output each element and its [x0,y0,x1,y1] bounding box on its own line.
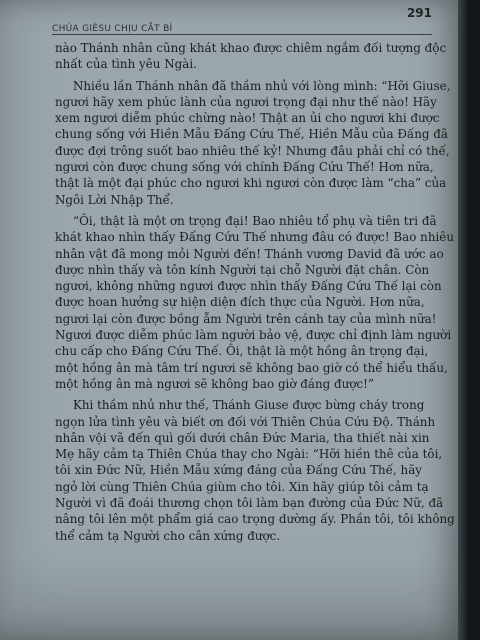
text-line: Ngươi được diễm phúc làm người bảo vệ, được chỉ định làm người [55,328,452,343]
text-line: Nhiều lần Thánh nhân đã thầm nhủ với lòng mình: “Hỡi Giuse, [73,78,451,93]
text-line: chung sống với Hiền Mẫu Đấng Cứu Thế, Hiền Mẫu của Đấng đã [55,127,448,142]
running-head: CHÚA GIÊSU CHỊU CẮT BÌ [52,24,173,34]
text-line: khát khao nhìn thấy Đấng Cứu Thế nhưng đâu có được! Bao nhiêu [55,230,454,245]
text-line: nhất của tình yêu Ngài. [55,57,197,72]
paragraph [55,40,447,73]
text-line: nhân vội vã đến quì gối dưới chân Đức Maria, tha thiết nài xin [55,430,430,445]
text-line: ngươi hãy xem phúc lành của ngươi trọng đại như thế nào! Hãy [55,94,437,109]
text-line: nào Thánh nhân cũng khát khao được chiêm ngắm đối tượng độc [55,41,447,55]
text-line: Khi thầm nhủ như thế, Thánh Giuse được bừng cháy trong [73,398,425,413]
text-line: một hồng ân mà ngươi sẽ không bao giờ đáng được!” [55,376,374,391]
paragraph [55,213,454,392]
paragraph [55,397,455,544]
text-line: tôi xin Đức Nữ, Hiền Mẫu xứng đáng của Đấng Cứu Thế, hãy [55,463,423,478]
text-line: ngươi lại còn được bồng ẵm Người trên cánh tay của mình nữa! [55,311,437,326]
text-line: “Ôi, thật là một ơn trọng đại! Bao nhiêu tổ phụ và tiên tri đã [73,213,437,228]
text-line: nâng tôi lên một phẩm giá cao trọng dường ấy. Phần tôi, tôi không [55,512,455,527]
text-line: ngươi còn được chung sống với chính Đấng Cứu Thế! Hơn nữa, [55,160,434,175]
text-line: Ngôi Lời Nhập Thể. [55,192,174,207]
book-spine-shadow [458,0,470,640]
text-line: một hồng ân mà tâm trí ngươi sẽ không bao giờ có thể hiểu thấu, [55,360,448,375]
body-text [55,40,455,549]
paragraph [55,78,451,208]
text-line: ngọn lửa tình yêu và biết ơn đối với Thiên Chúa Cứu Độ. Thánh [55,414,436,429]
text-line: thể cảm tạ Người cho cân xứng được. [55,528,281,543]
page-number: 291 [406,6,432,20]
text-line: được hoan hưởng sự hiện diện đích thực của Người. Hơn nữa, [55,295,425,310]
text-line: được đợi trông suốt bao nhiêu thế kỷ! Nhưng đâu phải chỉ có thế, [55,143,450,158]
text-line: được nhìn thấy và tôn kính Người tại chỗ Người đặt chân. Còn [55,262,430,277]
text-line: chu cấp cho Đấng Cứu Thế. Ôi, thật là một hồng ân trọng đại, [55,344,429,359]
text-line: Người vì đã đoái thương chọn tôi làm bạn đường của Đức Nữ, đã [55,496,444,511]
text-line: Mẹ hãy cảm tạ Thiên Chúa thay cho Ngài: “Hỡi hiền thê của tôi, [55,447,443,462]
text-line: nhân vật đã mong mỏi Người đến! Thánh vương David đã ước ao [55,246,444,261]
text-line: ngươi, không những ngươi được nhìn thấy Đấng Cứu Thế lại còn [55,279,442,294]
text-line: ngỏ lời cùng Thiên Chúa giùm cho tôi. Xin hãy giúp tôi cảm tạ [55,479,429,494]
text-line: thật là một đại phúc cho ngươi khi ngươi còn được làm “cha” của [55,176,447,191]
page-header [52,4,432,35]
text-line: xem ngươi diễm phúc chừng nào! Thật an ủi cho ngươi khi được [55,111,440,126]
